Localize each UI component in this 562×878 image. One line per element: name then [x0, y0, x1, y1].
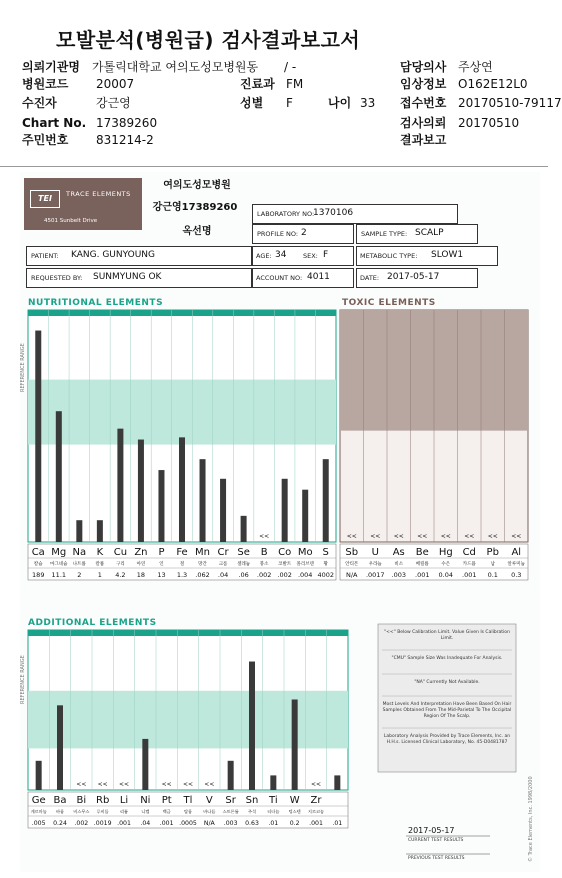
- nutritional-symbol-cr: Cr: [217, 547, 229, 558]
- nutritional-korean-mn: 망간: [198, 562, 207, 567]
- additional-symbol-pt: Pt: [161, 795, 172, 806]
- additional-value-ge: .005: [31, 820, 46, 827]
- additional-symbol-rb: Rb: [96, 795, 110, 806]
- nutritional-korean-cu: 구리: [116, 562, 125, 567]
- toxic-symbol-as: As: [392, 547, 405, 558]
- nutritional-bar-fe: [179, 437, 185, 542]
- clinical-info-value: O162E12L0: [458, 77, 528, 91]
- toxic-below-limit-be: <<: [417, 533, 428, 540]
- age-value: 33: [360, 96, 376, 110]
- toxic-symbol-be: Be: [415, 547, 429, 558]
- lab-no-value: 1370106: [313, 208, 354, 218]
- additional-bar-ge: [36, 761, 42, 790]
- additional-bar-ba: [57, 705, 63, 790]
- patient-label: 수진자: [22, 96, 57, 110]
- nutritional-korean-se: 셀레늄: [237, 562, 251, 567]
- nutritional-korean-zn: 아연: [136, 562, 146, 567]
- additional-value-col14: .01: [332, 820, 343, 827]
- previous-results-label: PREVIOUS TEST RESULTS: [408, 856, 465, 861]
- request-date-value: 20170510: [458, 116, 520, 130]
- patient-stamp: 강근영17389260: [152, 202, 238, 213]
- nutritional-bar-na: [76, 520, 82, 542]
- nutritional-below-limit-b: <<: [259, 533, 270, 540]
- additional-value-li: .001: [117, 820, 131, 827]
- additional-below-limit-v: <<: [204, 781, 215, 788]
- toxic-korean-as: 비소: [394, 562, 404, 567]
- lab-no-box: LABORATORY NO: 1370106: [252, 204, 458, 224]
- nutritional-bar-p: [158, 470, 164, 542]
- patient-name-value: KANG. GUNYOUNG: [71, 250, 156, 260]
- nutritional-value-cr: .04: [217, 571, 229, 579]
- additional-below-limit-li: <<: [118, 781, 130, 788]
- nutritional-korean-co: 코발트: [278, 562, 292, 567]
- additional-bar-sr: [228, 761, 234, 790]
- logo-address: 4501 Sunbelt Drive: [44, 218, 98, 224]
- nutritional-korean-cr: 크롬: [218, 562, 228, 567]
- toxic-value-al: 0.3: [511, 571, 522, 579]
- report-date-value: 2017-05-17: [387, 272, 440, 282]
- additional-value-bi: .002: [74, 820, 89, 827]
- toxic-korean-hg: 수은: [441, 562, 451, 567]
- additional-symbol-ge: Ge: [31, 795, 46, 806]
- nutritional-value-zn: 18: [136, 571, 146, 579]
- note-sample-region: Most Levels And Interpretation Have Been Based On Hair Samples Obtained From The Mid-Parietal To The Occipital Region Of The Scalp.: [382, 702, 512, 719]
- profile-box: PROFILE NO: 2: [252, 224, 354, 244]
- nutritional-symbol-zn: Zn: [134, 547, 148, 558]
- additional-symbol-bi: Bi: [76, 795, 87, 806]
- additional-korean-pt: 백금: [162, 809, 171, 814]
- nutritional-korean-s: 황: [323, 562, 328, 567]
- metabolic-value: SLOW1: [431, 250, 464, 260]
- additional-symbol-li: Li: [119, 795, 129, 806]
- nutritional-bar-s: [323, 459, 329, 542]
- additional-below-limit-bi: <<: [76, 781, 87, 788]
- nutritional-value-co: .002: [277, 571, 292, 579]
- nutritional-symbol-ca: Ca: [31, 547, 45, 558]
- additional-symbol-sr: Sr: [225, 795, 236, 806]
- toxic-symbol-pb: Pb: [486, 547, 499, 558]
- additional-value-ti: .01: [268, 820, 279, 827]
- additional-korean-bi: 비스무스: [73, 809, 90, 814]
- note-laboratory: Laboratory Analysis Provided by Trace Elements, Inc. an H.H.s. Licensed Clinical Laboratory, No. 45-D0481787: [383, 734, 511, 745]
- toxic-below-limit-hg: <<: [440, 533, 451, 540]
- additional-symbol-zr: Zr: [310, 795, 322, 806]
- age-sex-box: AGE: 34 SEX: F: [252, 246, 354, 266]
- nutritional-korean-k: 칼륨: [95, 562, 105, 567]
- current-results-label: CURRENT TEST RESULTS: [408, 838, 464, 843]
- profile-value: 2: [301, 228, 307, 238]
- nutritional-ref-range-label: REFERENCE RANGE: [20, 343, 26, 392]
- gender-value: F: [286, 96, 293, 110]
- nutritional-value-cu: 4.2: [115, 571, 126, 579]
- nutritional-bar-cr: [220, 479, 226, 542]
- toxic-below-limit-as: <<: [393, 533, 404, 540]
- nutritional-korean-na: 나트륨: [72, 562, 86, 567]
- nutritional-korean-mg: 마그네슘: [50, 562, 68, 567]
- toxic-value-as: .003: [391, 571, 406, 579]
- additional-korean-ti: 티타늄: [267, 809, 280, 814]
- nutritional-value-fe: 1.3: [176, 571, 188, 579]
- additional-below-limit-zr: <<: [310, 781, 322, 788]
- nutritional-symbol-p: P: [158, 547, 165, 558]
- additional-ref-range-label: REFERENCE RANGE: [20, 655, 26, 704]
- additional-top-bar: [28, 630, 348, 636]
- nutritional-value-s: 4002: [317, 571, 335, 579]
- additional-symbol-tl: Tl: [183, 795, 193, 806]
- nutritional-bar-mo: [302, 490, 308, 542]
- receipt-no-label: 접수번호: [400, 96, 447, 110]
- toxic-below-limit-al: <<: [511, 533, 522, 540]
- toxic-value-cd: .001: [462, 571, 477, 579]
- nutritional-value-p: 13: [157, 571, 166, 579]
- toxic-below-limit-sb: <<: [346, 533, 357, 540]
- additional-symbol-ba: Ba: [53, 795, 67, 806]
- department-label: 진료과: [240, 77, 275, 91]
- nutritional-value-b: .002: [256, 571, 272, 579]
- nutritional-symbol-na: Na: [72, 547, 87, 558]
- hospital-code-value: 20007: [96, 77, 135, 91]
- toxic-value-u: .0017: [365, 571, 385, 579]
- nutritional-korean-mo: 몰리브덴: [296, 562, 314, 567]
- nutritional-value-mo: .004: [297, 571, 313, 579]
- toxic-symbol-al: Al: [511, 547, 522, 558]
- nutritional-value-mn: .062: [195, 571, 210, 579]
- nutritional-symbol-cu: Cu: [113, 547, 128, 558]
- report-age-value: 34: [275, 250, 287, 260]
- toxic-korean-cd: 카드뮴: [462, 562, 476, 567]
- nutritional-korean-b: 붕소: [259, 562, 269, 567]
- patient-value: 강근영: [96, 96, 131, 110]
- referring-org-value: 가톨릭대학교 여의도성모병원동: [92, 60, 259, 74]
- clinical-info-label: 임상정보: [400, 77, 447, 91]
- additional-value-zr: .001: [309, 820, 323, 827]
- toxic-symbol-sb: Sb: [345, 547, 359, 558]
- additional-korean-ni: 니켈: [141, 809, 150, 814]
- scanned-report: [20, 172, 540, 872]
- note-calibration: "<<" Below Calibration Limit. Value Given Is Calibration Limit.: [384, 630, 510, 641]
- note-na: "NA" Currently Not Available.: [414, 680, 480, 685]
- chart-no-label: Chart No.: [22, 116, 87, 130]
- toxic-korean-pb: 납: [490, 562, 495, 567]
- logo-text: TRACE ELEMENTS: [66, 190, 131, 198]
- hospital-stamp: 여의도성모병원: [163, 180, 231, 191]
- additional-value-sr: .003: [223, 820, 238, 827]
- header-divider: [0, 166, 548, 167]
- additional-value-pt: .001: [159, 820, 174, 827]
- requested-by-box: REQUESTED BY: SUNMYUNG OK: [26, 268, 252, 288]
- additional-below-limit-tl: <<: [182, 781, 194, 788]
- additional-symbol-w: W: [289, 795, 300, 806]
- nutritional-reference-band: [28, 380, 336, 445]
- nutritional-korean-p: 인: [159, 562, 164, 567]
- additional-symbol-sn: Sn: [245, 795, 259, 806]
- additional-below-limit-rb: <<: [97, 781, 108, 788]
- additional-value-sn: 0.63: [245, 820, 259, 827]
- nutritional-title: NUTRITIONAL ELEMENTS: [28, 298, 164, 308]
- additional-value-ba: 0.24: [53, 820, 67, 827]
- nutritional-bar-co: [282, 479, 288, 542]
- nutritional-symbol-b: B: [260, 547, 268, 558]
- additional-korean-rb: 루비듐: [96, 809, 109, 814]
- page-title: 모발분석(병원급) 검사결과보고서: [56, 28, 361, 52]
- additional-value-rb: .0019: [93, 820, 112, 827]
- toxic-korean-al: 알루미늄: [507, 562, 525, 567]
- toxic-korean-u: 우라늄: [368, 562, 382, 567]
- nutritional-korean-fe: 철: [179, 562, 185, 567]
- resident-no-value: 831214-2: [96, 133, 154, 147]
- reviewer-stamp: 옥선명: [182, 226, 212, 237]
- additional-symbol-ni: Ni: [140, 795, 151, 806]
- note-cmu: "CMU" Sample Size Was Inadequate For Analysis.: [391, 656, 503, 661]
- chart-no-value: 17389260: [96, 116, 158, 130]
- resident-no-label: 주민번호: [22, 133, 69, 147]
- toxic-symbol-u: U: [371, 547, 379, 558]
- additional-bar-ni: [142, 739, 148, 790]
- requested-by-value: SUNMYUNG OK: [93, 272, 162, 282]
- additional-korean-ge: 게르마늄: [30, 809, 47, 814]
- nutritional-value-k: 1: [97, 571, 102, 579]
- additional-value-tl: .0005: [179, 820, 197, 827]
- toxic-below-limit-u: <<: [370, 533, 381, 540]
- nutritional-value-ca: 189: [32, 571, 45, 579]
- toxic-value-hg: 0.04: [438, 571, 453, 579]
- additional-reference-band: [28, 691, 348, 749]
- additional-value-v: N/A: [203, 820, 215, 827]
- nutritional-bar-zn: [138, 440, 144, 542]
- additional-below-limit-pt: <<: [161, 781, 172, 788]
- doctor-label: 담당의사: [400, 60, 447, 74]
- report-header: [0, 0, 562, 160]
- toxic-value-be: .001: [415, 571, 430, 579]
- receipt-no-value: 20170510-79117: [458, 96, 562, 110]
- current-date: 2017-05-17: [408, 826, 455, 835]
- account-box: ACCOUNT NO: 4011: [252, 268, 354, 288]
- patient-box: PATIENT: KANG. GUNYOUNG: [26, 246, 252, 266]
- nutritional-korean-ca: 칼슘: [33, 562, 43, 567]
- nutritional-symbol-mg: Mg: [51, 547, 67, 558]
- metabolic-box: METABOLIC TYPE: SLOW1: [356, 246, 498, 266]
- nutritional-symbol-s: S: [322, 547, 329, 558]
- additional-korean-v: 바나듐: [203, 809, 216, 814]
- report-sex-value: F: [323, 250, 329, 260]
- notes-panel: [378, 624, 516, 772]
- doctor-value: 주상연: [458, 60, 493, 74]
- nutritional-symbol-fe: Fe: [176, 547, 188, 558]
- toxic-title: TOXIC ELEMENTS: [342, 298, 436, 308]
- nutritional-symbol-co: Co: [278, 547, 292, 558]
- referring-org-extra: / -: [284, 60, 297, 74]
- nutritional-bar-mg: [56, 411, 62, 542]
- additional-korean-zr: 지르코늄: [307, 809, 325, 814]
- gender-label: 성별: [240, 96, 264, 110]
- additional-korean-w: 텅스텐: [288, 809, 301, 814]
- toxic-below-limit-cd: <<: [464, 533, 475, 540]
- nutritional-symbol-mn: Mn: [195, 547, 211, 558]
- hospital-code-label: 병원코드: [22, 77, 69, 91]
- toxic-korean-be: 베릴륨: [415, 562, 429, 567]
- copyright-text: © Trace Elements, Inc. 1998/2000: [528, 776, 534, 862]
- nutritional-top-bar: [28, 310, 336, 316]
- nutritional-bar-k: [97, 520, 103, 542]
- referring-org-label: 의뢰기관명: [22, 60, 80, 74]
- additional-bar-sn: [249, 662, 255, 790]
- toxic-symbol-hg: Hg: [438, 547, 453, 558]
- nutritional-value-se: .06: [238, 571, 249, 579]
- nutritional-bar-cu: [117, 429, 123, 542]
- nutritional-value-na: 2: [77, 571, 82, 579]
- additional-bar-col14: [334, 775, 340, 790]
- account-value: 4011: [307, 272, 330, 282]
- additional-korean-li: 리튬: [119, 809, 129, 814]
- toxic-value-sb: N/A: [346, 571, 358, 579]
- date-box: DATE: 2017-05-17: [356, 268, 478, 288]
- toxic-value-pb: 0.1: [487, 571, 498, 579]
- nutritional-bar-se: [241, 516, 247, 542]
- additional-title: ADDITIONAL ELEMENTS: [28, 618, 157, 628]
- element-charts: [20, 172, 540, 872]
- additional-bar-w: [292, 699, 298, 790]
- additional-korean-sn: 주석: [247, 809, 257, 814]
- nutritional-bar-ca: [35, 331, 41, 542]
- nutritional-symbol-mo: Mo: [297, 547, 313, 558]
- result-report-label: 결과보고: [400, 133, 447, 147]
- sample-type-value: SCALP: [415, 228, 444, 238]
- toxic-symbol-cd: Cd: [462, 547, 476, 558]
- additional-value-w: 0.2: [289, 820, 300, 827]
- additional-symbol-ti: Ti: [269, 795, 278, 806]
- additional-korean-sr: 스트론튬: [222, 809, 239, 814]
- additional-korean-tl: 탈륨: [183, 809, 193, 814]
- additional-symbol-v: V: [205, 795, 213, 806]
- nutritional-symbol-se: Se: [237, 547, 250, 558]
- toxic-below-limit-pb: <<: [487, 533, 498, 540]
- age-label: 나이: [328, 96, 352, 110]
- department-value: FM: [286, 77, 304, 91]
- additional-korean-ba: 바륨: [55, 809, 65, 814]
- sample-type-box: SAMPLE TYPE: SCALP: [356, 224, 478, 244]
- nutritional-bar-mn: [200, 459, 206, 542]
- nutritional-value-mg: 11.1: [51, 571, 67, 579]
- nutritional-symbol-k: K: [96, 547, 104, 558]
- additional-value-ni: .04: [140, 820, 151, 827]
- tei-logo-icon: TEI: [30, 190, 60, 208]
- request-date-label: 검사의뢰: [400, 116, 447, 130]
- toxic-korean-sb: 안티몬: [345, 562, 359, 567]
- additional-bar-ti: [270, 775, 276, 790]
